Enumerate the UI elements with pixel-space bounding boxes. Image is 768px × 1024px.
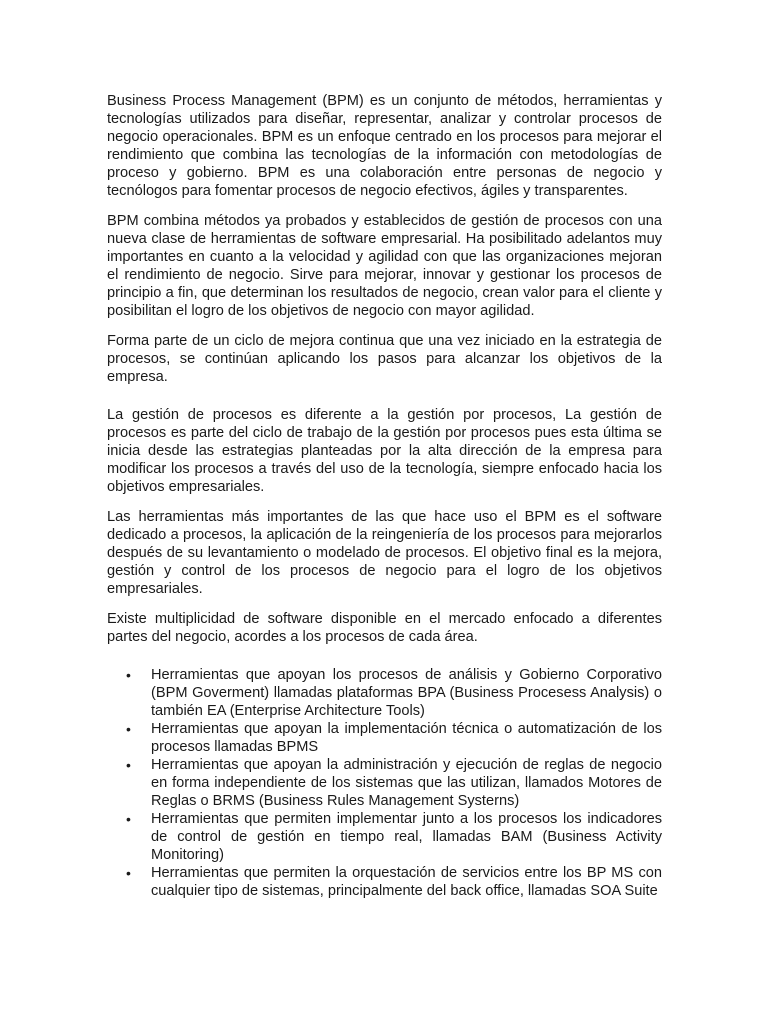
paragraph-bpm-definition: Business Process Management (BPM) es un conjunto de métodos, herramientas y tecnologías utilizados para diseñar, representar, analizar y controlar procesos de negocio operacionales. BPM es un enfoque centrado en los procesos para mejorar el rendimiento que combina las tecnologías de la información con metodologías de proceso y gobierno. BPM es una colaboración entre personas de negocio y tecnólogos para fomentar procesos de negocio efectivos, ágiles y transparentes. xyxy=(107,93,662,199)
list-item xyxy=(107,666,662,720)
bullet-icon: • xyxy=(126,721,131,737)
bullet-icon: • xyxy=(126,667,131,683)
bullet-icon: • xyxy=(126,811,131,827)
list-item-text: Herramientas que permiten implementar junto a los procesos los indicadores de control de gestión en tiempo real, llamadas BAM (Business Activity Monitoring) xyxy=(151,811,662,863)
list-item-text: Herramientas que apoyan la administración y ejecución de reglas de negocio en forma independiente de los sistemas que las utilizan, llamados Motores de Reglas o BRMS (Business Rules Management Systerns) xyxy=(151,757,662,809)
document-page xyxy=(107,92,662,900)
list-item xyxy=(107,810,662,864)
list-item xyxy=(107,720,662,756)
paragraph-process-management: La gestión de procesos es diferente a la gestión por procesos, La gestión de procesos es parte del ciclo de trabajo de la gestión por procesos pues esta última se inicia desde las estrategias planteadas por la alta dirección de la empresa para modificar los procesos a través del uso de la tecnología, siempre enfocado hacia los objetivos empresariales. xyxy=(107,407,662,495)
paragraph-bpm-tools: Las herramientas más importantes de las que hace uso el BPM es el software dedicado a procesos, la aplicación de la reingeniería de los procesos para mejorarlos después de su levantamiento o modelado de procesos. El objetivo final es la mejora, gestión y control de los procesos de negocio para el logro de los objetivos empresariales. xyxy=(107,509,662,597)
list-item xyxy=(107,864,662,900)
paragraph-continuous-improvement: Forma parte de un ciclo de mejora continua que una vez iniciado en la estrategia de procesos, se continúan aplicando los pasos para alcanzar los objetivos de la empresa. xyxy=(107,333,662,385)
list-item xyxy=(107,756,662,810)
paragraph-bpm-combines: BPM combina métodos ya probados y establecidos de gestión de procesos con una nueva clase de herramientas de software empresarial. Ha posibilitado adelantos muy importantes en cuanto a la velocidad y agilidad con que las organizaciones mejoran el rendimiento de negocio. Sirve para mejorar, innovar y gestionar los procesos de principio a fin, que determinan los resultados de negocio, crean valor para el cliente y posibilitan el logro de los objetivos de negocio con mayor agilidad. xyxy=(107,213,662,319)
tools-bullet-list xyxy=(107,666,662,900)
list-item-text: Herramientas que apoyan los procesos de análisis y Gobierno Corporativo (BPM Goverment) llamadas plataformas BPA (Business Procesess Analysis) o también EA (Enterprise Architecture Tools) xyxy=(151,667,662,719)
bullet-icon: • xyxy=(126,757,131,773)
bullet-icon: • xyxy=(126,865,131,881)
paragraph-software-availability: Existe multiplicidad de software disponible en el mercado enfocado a diferentes partes del negocio, acordes a los procesos de cada área. xyxy=(107,611,662,645)
list-item-text: Herramientas que apoyan la implementación técnica o automatización de los procesos llamadas BPMS xyxy=(151,721,662,755)
list-item-text: Herramientas que permiten la orquestación de servicios entre los BP MS con cualquier tipo de sistemas, principalmente del back office, llamadas SOA Suite xyxy=(151,865,662,899)
